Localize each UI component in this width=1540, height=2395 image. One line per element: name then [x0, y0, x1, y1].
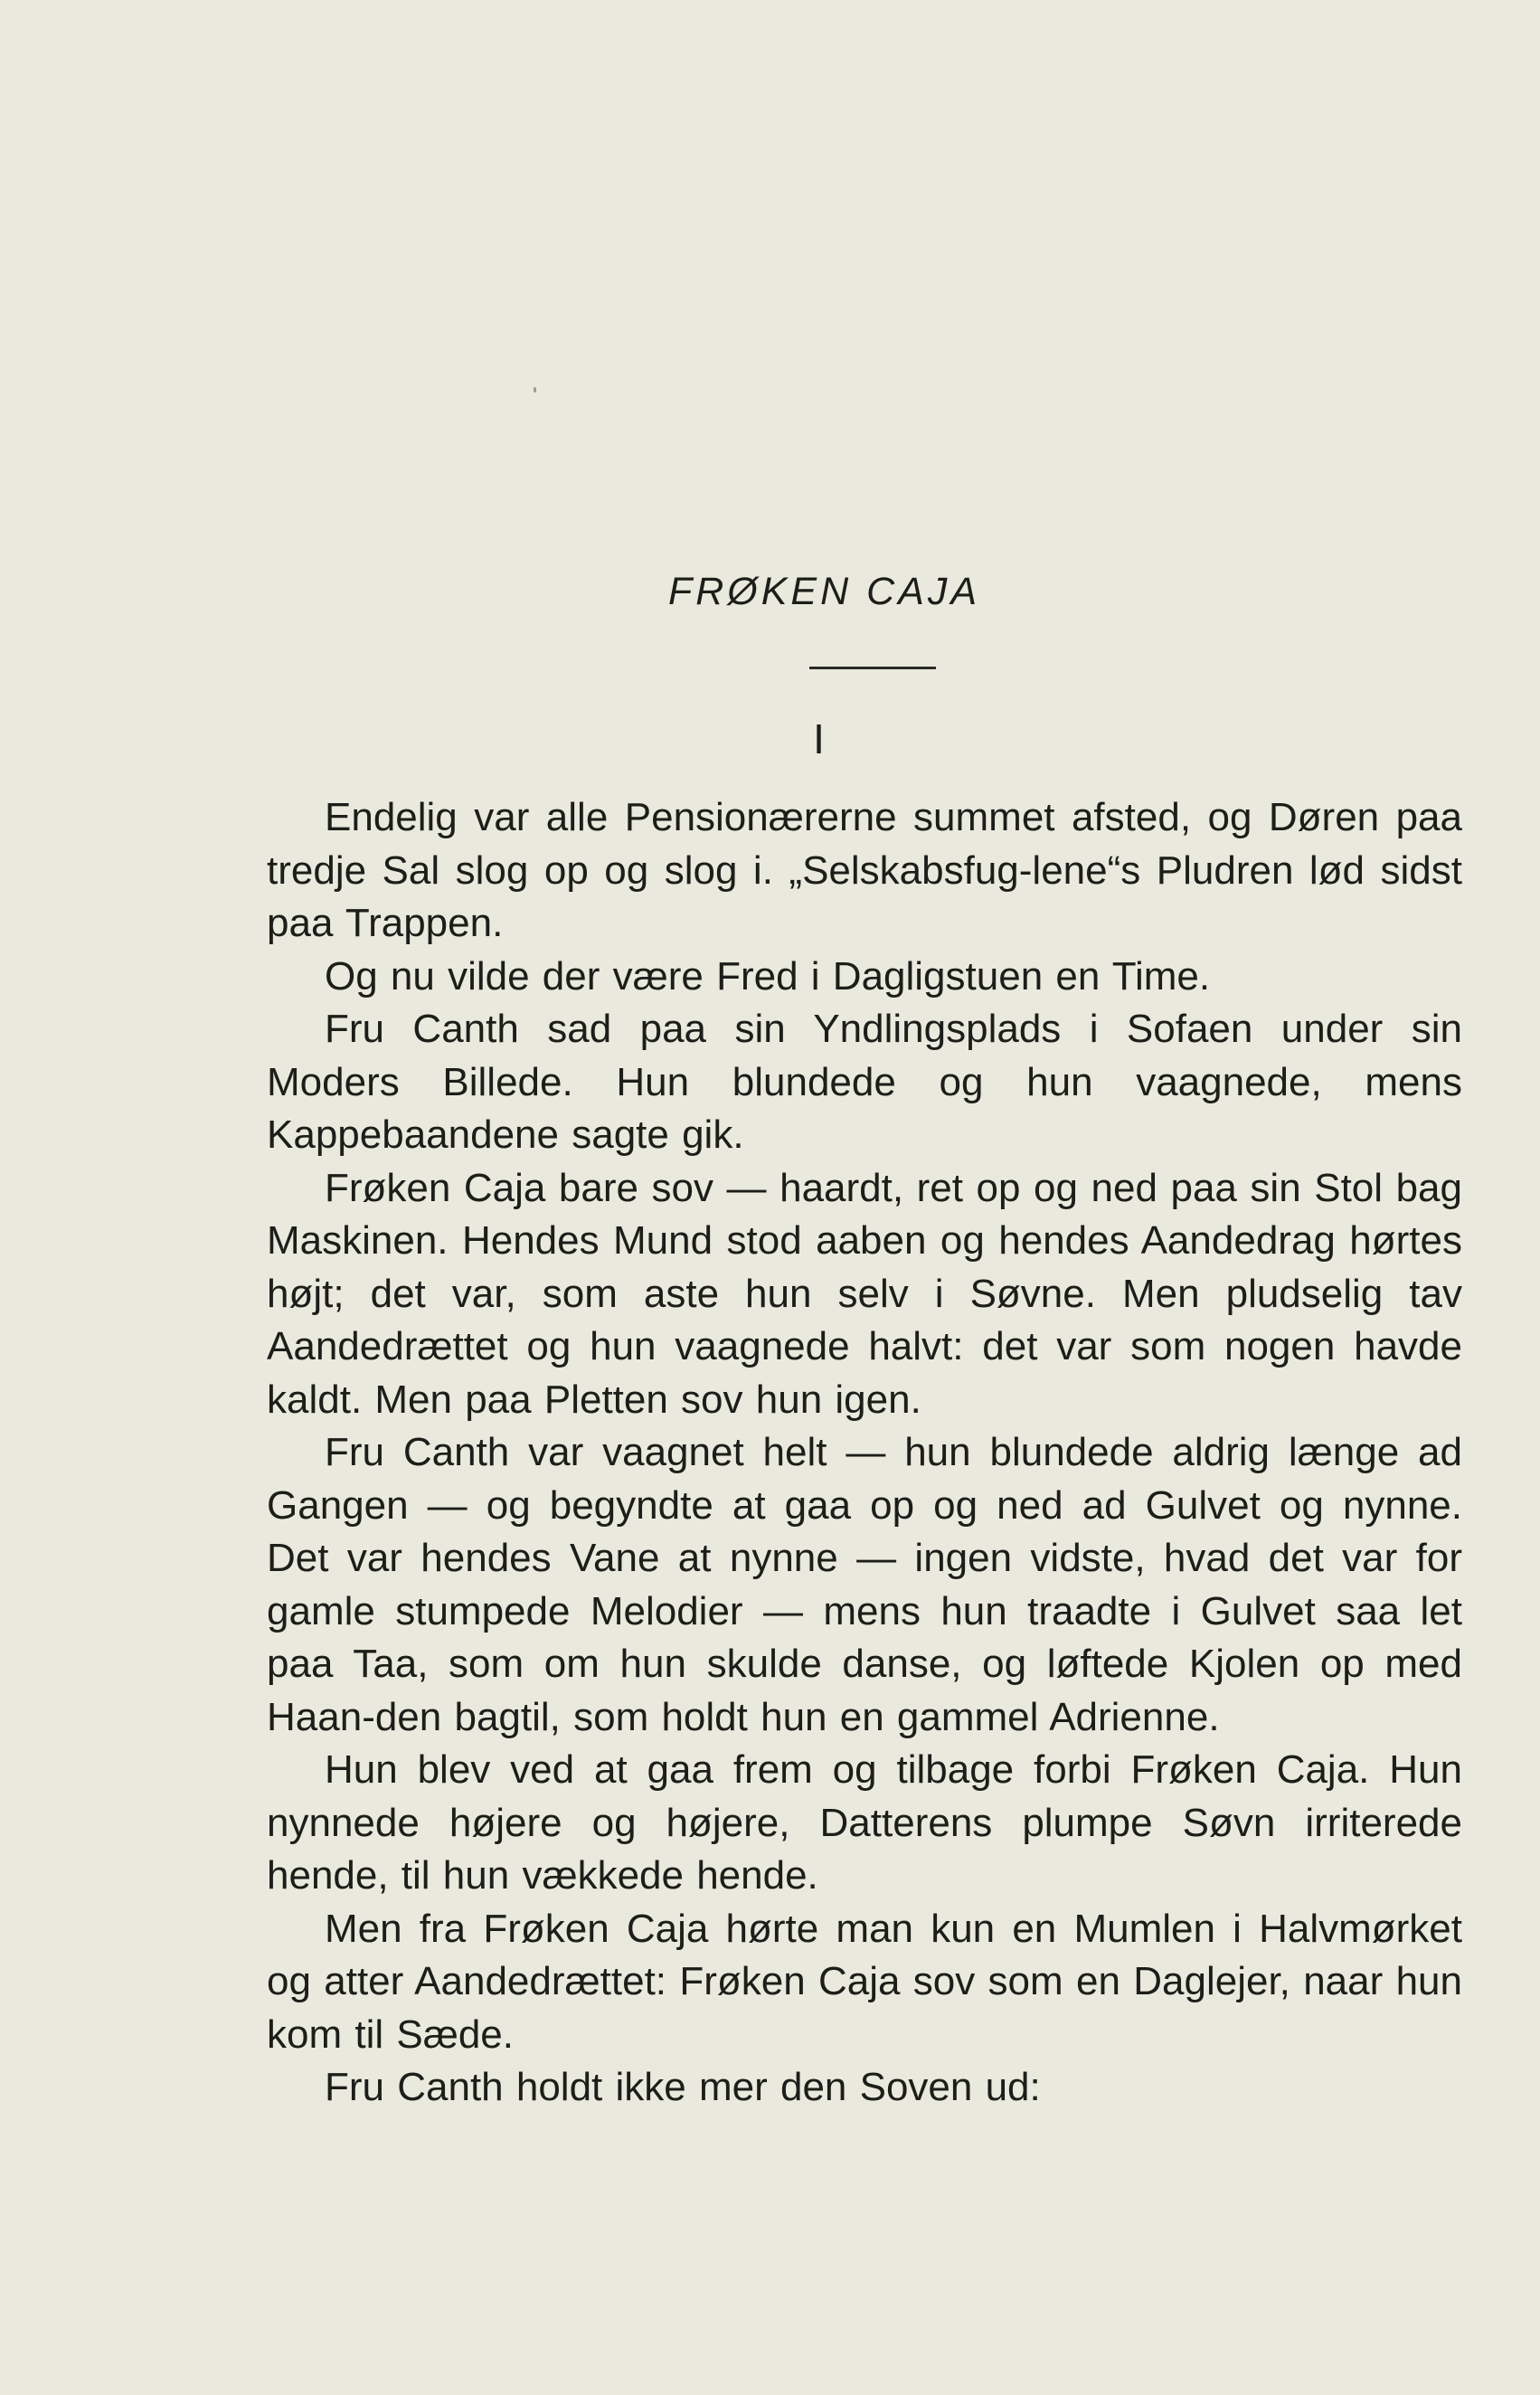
paragraph: Endelig var alle Pensionærerne summet afsted, og Døren paa tredje Sal slog op og slog i. „Selskabsfug-lene“s Pludren lød sidst paa Trappen. [267, 795, 1462, 945]
chapter-number: I [813, 715, 825, 762]
paragraph: Fru Canth holdt ikke mer den Soven ud: [325, 2065, 1041, 2109]
paragraph: Hun blev ved at gaa frem og tilbage forbi Frøken Caja. Hun nynnede højere og højere, Datterens plumpe Søvn irriterede hende, til hun vækkede hende. [267, 1747, 1462, 1898]
paragraph: Frøken Caja bare sov — haardt, ret op og ned paa sin Stol bag Maskinen. Hendes Mund stod aaben og hendes Aandedrag hørtes højt; det var, som aste hun selv i Søvne. Men pludselig tav Aandedrættet og hun vaagnede halvt: det var som nogen havde kaldt. Men paa Pletten sov hun igen. [267, 1165, 1462, 1422]
chapter-title: FRØKEN CAJA [667, 570, 981, 613]
body-text [267, 791, 1462, 2115]
paragraph: Fru Canth var vaagnet helt — hun blundede aldrig længe ad Gangen — og begyndte at gaa op og ned ad Gulvet og nynne. Det var hendes Vane at nynne — ingen vidste, hvad det var for gamle stumpede Melodier — mens hun traadte i Gulvet saa let paa Taa, som om hun skulde danse, og løftede Kjolen op med Haan-den bagtil, som holdt hun en gammel Adrienne. [267, 1430, 1462, 1739]
title-rule [809, 667, 936, 669]
paragraph: Og nu vilde der være Fred i Dagligstuen en Time. [325, 953, 1211, 999]
paragraph: Fru Canth sad paa sin Yndlingsplads i Sofaen under sin Moders Billede. Hun blundede og hun vaagnede, mens Kappebaandene sagte gik. [267, 1007, 1462, 1157]
paper-speck [534, 387, 536, 393]
paragraph: Men fra Frøken Caja hørte man kun en Mumlen i Halvmørket og atter Aandedrættet: Frøken Caja sov som en Daglejer, naar hun kom til Sæde. [267, 1906, 1462, 2057]
